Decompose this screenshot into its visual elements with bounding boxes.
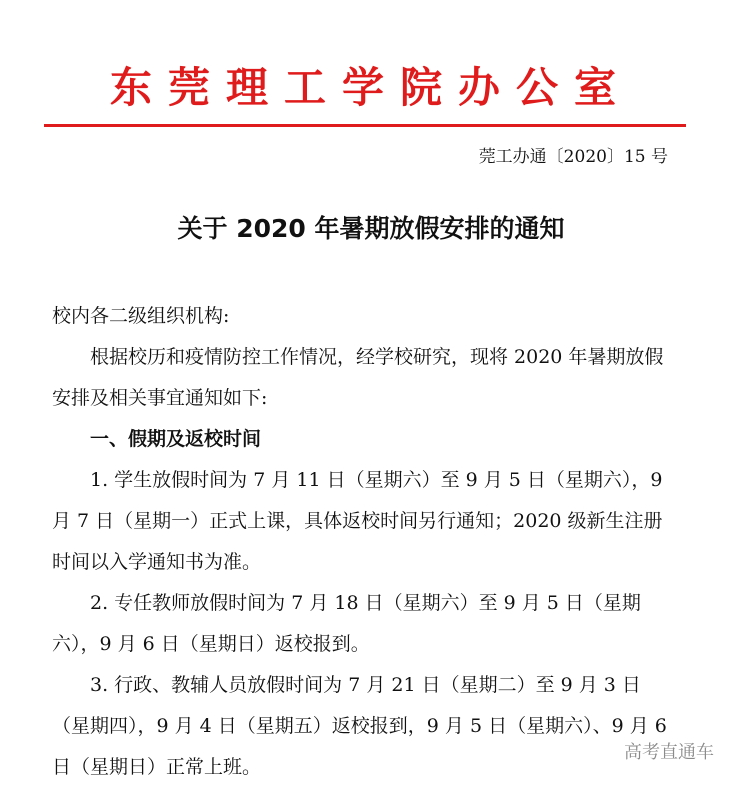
list-item: 3. 行政、教辅人员放假时间为 7 月 21 日（星期二）至 9 月 3 日（星期四），9 月 4 日（星期五）返校报到，9 月 5 日（星期六）、9 月 6 日（星期日）正常上班。	[52, 674, 667, 778]
document-title: 关于 2020 年暑期放假安排的通知	[177, 214, 565, 243]
section-heading: 一、假期及返校时间	[90, 428, 262, 450]
letterhead-title: 东莞理工学院办公室	[109, 63, 632, 112]
salutation: 校内各二级组织机构:	[52, 305, 230, 327]
list-item: 1. 学生放假时间为 7 月 11 日（星期六）至 9 月 5 日（星期六），9 月 7 日（星期一）正式上课，具体返校时间另行通知；2020 级新生注册时间以入学通知书为准。	[52, 469, 663, 573]
list-item: 2. 专任教师放假时间为 7 月 18 日（星期六）至 9 月 5 日（星期六），9 月 6 日（星期日）返校报到。	[52, 592, 641, 655]
document-body	[52, 296, 672, 788]
letterhead-red-rule	[44, 124, 686, 127]
watermark-text: 高考直通车	[624, 742, 714, 763]
document-number: 莞工办通〔2020〕15 号	[478, 147, 668, 167]
intro-paragraph: 根据校历和疫情防控工作情况，经学校研究，现将 2020 年暑期放假安排及相关事宜通知如下:	[52, 346, 664, 409]
